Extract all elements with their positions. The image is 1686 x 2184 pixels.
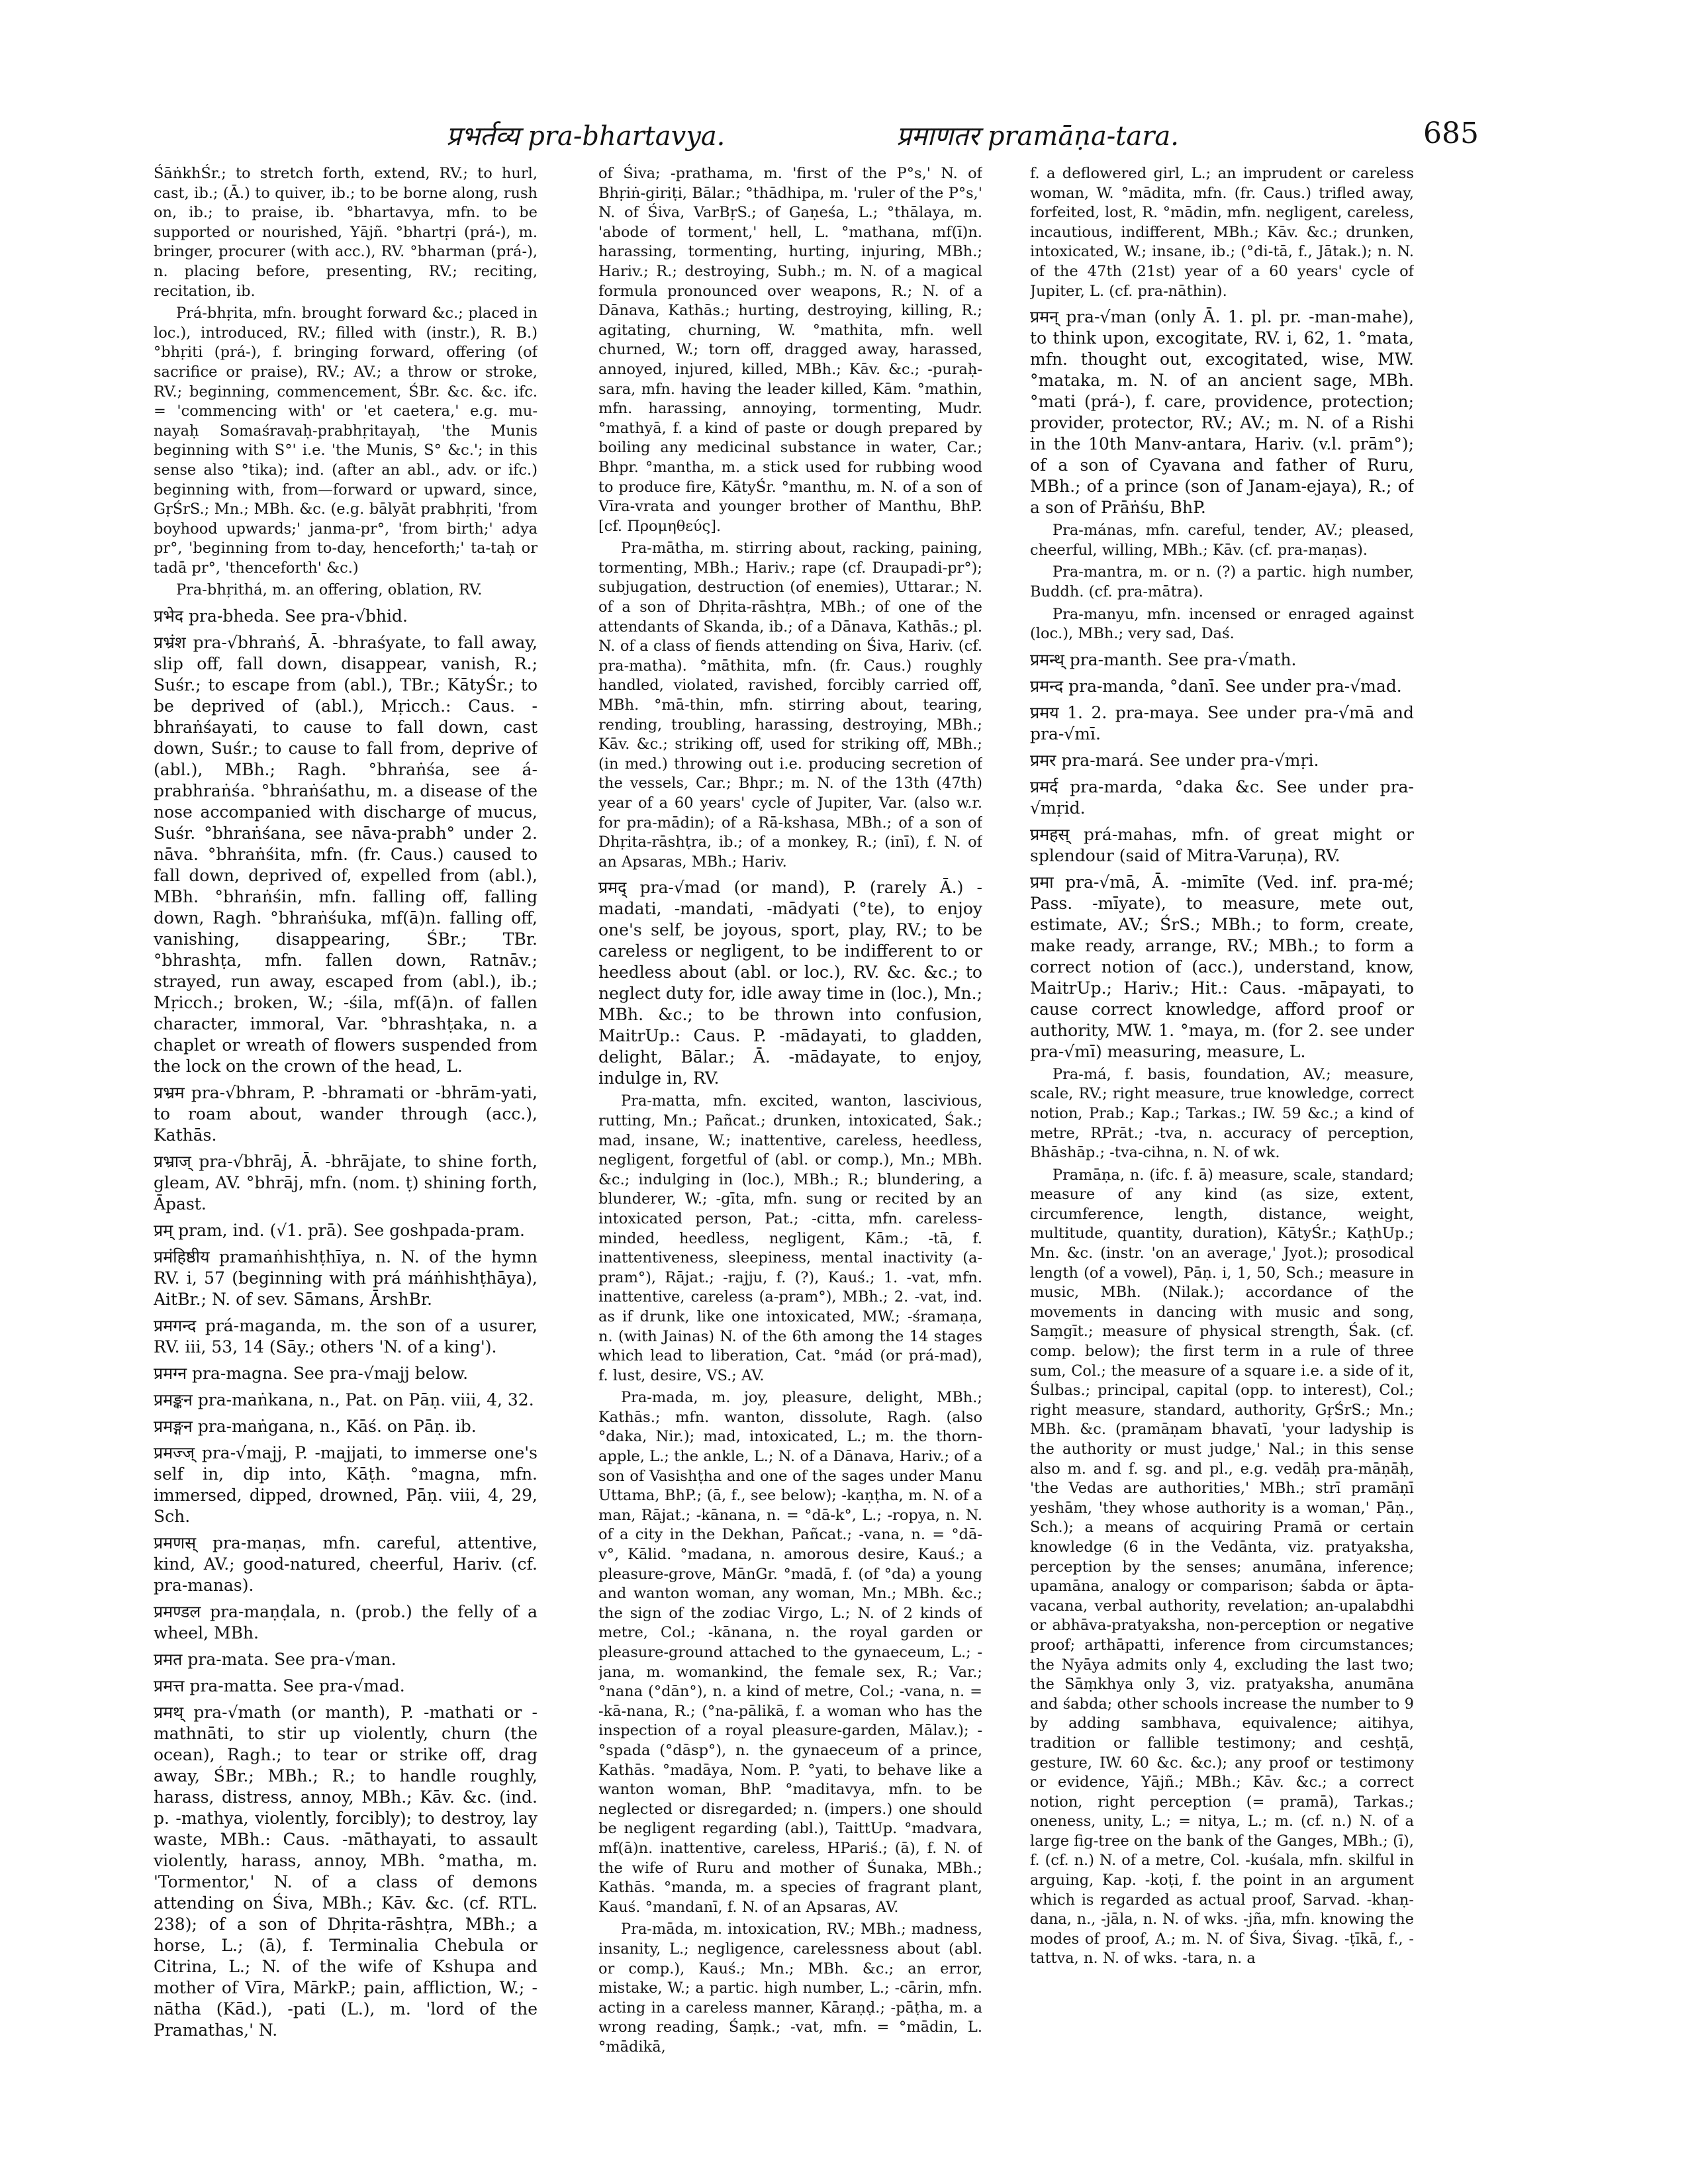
dictionary-entry: प्रमण्डल pra-maṇḍala, n. (prob.) the felly of a wheel, MBh.	[154, 1602, 538, 1643]
dictionary-entry: प्रमन् pra-√man (only Ā. 1. pl. pr. -man-mahe), to think upon, excogitate, RV. i, 62, 1. °mata, mfn. thought out, excogitated, wise, MW. °mataka, m. N. of an ancient sage, MBh. °mati (prá-), f. care, providence, protection; provider, protector, RV.; AV.; m. N. of a Rishi in the 10th Manv-antara, Hariv. (v.l. prām°); of a son of Cyavana and father of Ruru, MBh.; of a prince (son of Janam-ejaya), R.; of a son of Prāṅśu, BhP.	[1030, 307, 1414, 518]
dictionary-entry: Pra-bhṛithá, m. an offering, oblation, RV.	[176, 581, 483, 599]
dictionary-entry: प्रमर्द pra-marda, °daka &c. See under pra-√mṛid.	[1030, 777, 1414, 818]
column-3	[1030, 164, 1414, 2163]
dictionary-entry: प्रमङ्गन pra-maṅgana, n., Kāś. on Pāṇ. ib.	[154, 1417, 477, 1437]
dictionary-entry: Pra-mánas, mfn. careful, tender, AV.; pleased, cheerful, willing, MBh.; Kāv. (cf. pra-maṇas).	[1030, 522, 1414, 559]
dictionary-entry: प्रमत pra-mata. See pra-√man.	[154, 1650, 397, 1670]
dictionary-entry: प्रमन्थ् pra-manth. See pra-√math.	[1030, 649, 1297, 669]
dictionary-entry: f. a deflowered girl, L.; an imprudent or careless woman, W. °mādita, mfn. (fr. Caus.) trifled away, forfeited, lost, R. °mādin, mfn. negligent, careless, incautious, indifferent, MBh.; Kāv. &c.; drunken, intoxicated, W.; insane, ib.; (°di-tā, f., Jātak.); n. N. of the 47th (21st) year of a 60 years' cycle of Jupiter, L. (cf. pra-nāthin).	[1030, 165, 1414, 300]
column-1	[154, 164, 538, 2163]
dictionary-entry: प्रमंहिष्ठीय pramaṅhishṭhīya, n. N. of the hymn RV. i, 57 (beginning with prá máṅhishṭhāya), AitBr.; N. of sev. Sāmans, ĀrshBr.	[154, 1247, 538, 1309]
dictionary-entry: प्रमथ् pra-√math (or manth), P. -mathati or -mathnāti, to stir up violently, churn (the ocean), Ragh.; to tear or strike off, drag away, ŚBr.; MBh.; R.; to handle roughly, harass, distress, annoy, MBh.; Kāv. &c. (ind. p. -mathya, violently, forcibly); to destroy, lay waste, MBh.: Caus. -māthayati, to assault violently, harass, annoy, MBh. °matha, m. 'Tormentor,' N. of a class of demons attending on Śiva, MBh.; Kāv. &c. (cf. RTL. 238); of a son of Dhṛita-rāshṭra, MBh.; a horse, L.; (ā), f. Terminalia Chebula or Citrina, L.; N. of the wife of Kshupa and mother of Vīra, MārkP.; pain, affliction, W.; -nātha (Kād.), -pati (L.), m. 'lord of the Pramathas,' N.	[154, 1703, 538, 2040]
page-header	[148, 117, 1485, 163]
dictionary-entry: प्रम् pram, ind. (√1. prā). See goshpada-pram.	[154, 1221, 525, 1241]
dictionary-entry: Pra-manyu, mfn. incensed or enraged against (loc.), MBh.; very sad, Daś.	[1030, 605, 1414, 643]
dictionary-entry: प्रभ्रम pra-√bhram, P. -bhramati or -bhrām-yati, to roam about, wander through (acc.), Kathās.	[154, 1083, 538, 1145]
page-number: 685	[1423, 117, 1479, 150]
dictionary-entry: प्रमगन्द prá-maganda, m. the son of a usurer, RV. iii, 53, 14 (Sāy.; others 'N. of a king').	[154, 1316, 538, 1357]
dictionary-entry: प्रमज्ज् pra-√majj, P. -majjati, to immerse one's self in, dip into, Kāṭh. °magna, mfn. immersed, dipped, drowned, Pāṇ. viii, 4, 29, Sch.	[154, 1443, 538, 1527]
dictionary-entry: Pra-má, f. basis, foundation, AV.; measure, scale, RV.; right measure, true knowledge, correct notion, Prab.; Kap.; Tarkas.; IW. 59 &c.; a kind of metre, RPrāt.; -tva, n. accuracy of perception, Bhāshāp.; -tva-cihna, n. N. of wk.	[1030, 1065, 1414, 1162]
dictionary-entry: प्रमन्द pra-manda, °danī. See under pra-√mad.	[1030, 676, 1402, 696]
dictionary-entry: प्रमहस् prá-mahas, mfn. of great might or splendour (said of Mitra-Varuṇa), RV.	[1030, 824, 1414, 865]
dictionary-entry: प्रभ्राज् pra-√bhrāj, Ā. -bhrājate, to shine forth, gleam, AV. °bhrāj, mfn. (nom. ṭ) shining forth, Āpast.	[154, 1152, 538, 1214]
dictionary-entry: Pra-mantra, m. or n. (?) a partic. high number, Buddh. (cf. pra-mātra).	[1030, 563, 1414, 600]
dictionary-entry: Prá-bhṛita, mfn. brought forward &c.; placed in loc.), introduced, RV.; filled with (instr.), R. B.) °bhṛiti (prá-), f. bringing forward, offering (of sacrifice or praise), RV.; AV.; a throw or stroke, RV.; beginning, commencement, ŚBr. &c. &c. ifc. = 'commencing with' or 'et caetera,' e.g. mu-nayaḥ Somaśravaḥ-prabhṛitayaḥ, 'the Munis beginning with S°' i.e. 'the Munis, S° &c.'; in this sense also °tika); ind. (after an abl., adv. or ifc.) beginning with, from—forward or upward, since, GṛŚrS.; Mn.; MBh. &c. (e.g. bālyāt prabhṛiti, 'from boyhood upwards;' janma-pr°, 'from birth;' adya pr°, 'beginning from to-day, henceforth;' ta-taḥ or tadā pr°, 'thenceforth' &c.)	[154, 305, 538, 577]
dictionary-entry: प्रमत्त pra-matta. See pra-√mad.	[154, 1676, 405, 1696]
dictionary-entry: Pramāṇa, n. (ifc. f. ā) measure, scale, standard; measure of any kind (as size, extent, circumference, length, distance, weight, multitude, quantity, duration), KātyŚr.; KaṭhUp.; Mn. &c. (instr. 'on an average,' Jyot.); prosodical length (of a vowel), Pāṇ. i, 1, 50, Sch.; measure in music, MBh. (Nilak.); accordance of the movements in dancing with music and song, Saṃgīt.; measure of physical strength, Śak. (cf. comp. below); the first term in a rule of three sum, Col.; the measure of a square i.e. a side of it, Śulbas.; principal, capital (opp. to interest), Col.; right measure, standard, authority, GṛŚrS.; Mn.; MBh. &c. (pramāṇam bhavatī, 'your ladyship is the authority or must judge,' Nal.; in this sense also m. and f. sg. and pl., e.g. vedāḥ pra-māṇāḥ, 'the Vedas are authorities,' MBh.; strī pramāṇī yeshām, 'they whose authority is a woman,' Pāṇ., Sch.); a means of acquiring Pramā or certain knowledge (6 in the Vedānta, viz. pratyaksha, perception by the senses; anumāna, inference; upamāna, analogy or comparison; śabda or āpta-vacana, verbal authority, revelation; an-upalabdhi or abhāva-pratyaksha, non-perception or negative proof; arthāpatti, inference from circumstances; the Nyāya admits only 4, excluding the last two; the Sāṃkhya only 3, viz. pratyaksha, anumāna and śabda; other schools increase the number to 9 by adding sambhava, equivalence; aitihya, tradition or fallible testimony; and ceshṭā, gesture, IW. 60 &c. &c.); any proof or testimony or evidence, Yājñ.; MBh.; Kāv. &c.; a correct notion, right perception (= pramā), Tarkas.; oneness, unity, L.; = nitya, L.; m. (cf. n.) N. of a large fig-tree on the bank of the Ganges, MBh.; (ī), f. (cf. n.) N. of a metre, Col. -kuśala, mfn. skilful in arguing, Kap. -koṭi, f. the point in an argument which is regarded as actual proof, Sarvad. -khaṇ-dana, n., -jāla, n. N. of wks. -jña, mfn. knowing the modes of proof, A.; m. N. of Śiva, Śivag. -ṭīkā, f., -tattva, n. N. of wks. -tara, n. a	[1030, 1166, 1414, 1968]
dictionary-entry: Pra-mada, m. joy, pleasure, delight, MBh.; Kathās.; mfn. wanton, dissolute, Ragh. (also °daka, Nir.); mad, intoxicated, L.; m. the thorn-apple, L.; the ankle, L.; N. of a Dānava, Hariv.; of a son of Vasishṭha and one of the sages under Manu Uttama, BhP.; (ā, f., see below); -kaṇṭha, m. N. of a man, Rājat.; -kānana, n. = °dā-k°, L.; -ropya, n. N. of a city in the Dekhan, Pañcat.; -vana, n. = °dā-v°, Kālid. °madana, n. amorous desire, Kauś.; a pleasure-grove, MānGr. °madā, f. (of °da) a young and wanton woman, any woman, Mn.; MBh. &c.; the sign of the zodiac Virgo, L.; N. of 2 kinds of metre, Col.; -kānana, n. the royal garden or pleasure-ground attached to the gynaeceum, L.; -jana, m. womankind, the female sex, R.; Var.; °nana (°dān°), n. a kind of metre, Col.; -vana, n. = -kā-nana, R.; (°na-pālikā, f. a woman who has the inspection of a royal pleasure-garden, Mālav.); -°spada (°dāsp°), n. the gynaeceum of a prince, Kathās. °madāya, Nom. P. °yati, to behave like a wanton woman, BhP. °maditavya, mfn. to be neglected or disregarded; n. (impers.) one should be negligent regarding (abl.), TaittUp. °madvara, mf(ā)n. inattentive, careless, HPariś.; (ā), f. N. of the wife of Ruru and mother of Śunaka, MBh.; Kathās. °manda, m. a species of fragrant plant, Kauś. °mandanī, f. N. of an Apsaras, AV.	[598, 1389, 982, 1916]
dictionary-entry: Pra-matta, mfn. excited, wanton, lascivious, rutting, Mn.; Pañcat.; drunken, intoxicated, Śak.; mad, insane, W.; inattentive, careless, heedless, negligent, forgetful of (abl. or comp.), Mn.; MBh. &c.; indulging in (loc.), MBh.; R.; blundering, a blunderer, W.; -gīta, mfn. sung or recited by an intoxicated person, Pat.; -citta, mfn. careless-minded, heedless, negligent, Kām.; -tā, f. inattentiveness, sleepiness, mental inactivity (a-pram°), Rājat.; -rajju, f. (?), Kauś.; 1. -vat, mfn. inattentive, careless (a-pram°), MBh.; 2. -vat, ind. as if drunk, like one intoxicated, MW.; -śramaṇa, n. (with Jainas) N. of the 6th among the 14 stages which lead to liberation, Cat. °mád (or prá-mad), f. lust, desire, VS.; AV.	[598, 1092, 982, 1384]
dictionary-entry: प्रमङ्कन pra-maṅkana, n., Pat. on Pāṇ. viii, 4, 32.	[154, 1390, 534, 1410]
dictionary-entry: प्रभ्रंश pra-√bhraṅś, Ā. -bhraśyate, to fall away, slip off, fall down, disappear, vanish, R.; Suśr.; to escape from (abl.), TBr.; KātyŚr.; to be deprived of (abl.), Mṛicch.: Caus. -bhraṅśayati, to cause to fall down, cast down, Suśr.; to cause to fall from, deprive of (abl.), MBh.; Ragh. °bhraṅśa, see á-prabhraṅśa. °bhraṅśathu, m. a disease of the nose accompanied with discharge of mucus, Suśr. °bhraṅśana, see nāva-prabh° under 2. nāva. °bhraṅśita, mfn. (fr. Caus.) caused to fall down, deprived of, expelled from (abl.), MBh. °bhraṅśin, mfn. falling off, falling down, Ragh. °bhraṅśuka, mf(ā)n. falling off, vanishing, disappearing, ŚBr.; TBr. °bhrashṭa, mfn. fallen down, Ratnāv.; strayed, run away, escaped from (abl.), ib.; Mṛicch.; broken, W.; -śila, mf(ā)n. of fallen character, immoral, Var. °bhrashṭaka, n. a chaplet or wreath of flowers suspended from the lock on the crown of the head, L.	[154, 633, 538, 1076]
dictionary-entry: Pra-mātha, m. stirring about, racking, paining, tormenting, MBh.; Hariv.; rape (cf. Draupadi-pr°); subjugation, destruction (of enemies), Uttarar.; N. of a son of Dhṛita-rāshṭra, MBh.; of one of the attendants of Skanda, ib.; of a Dānava, Kathās.; pl. N. of a class of fiends attending on Śiva, Hariv. (cf. pra-matha). °māthita, mfn. (fr. Caus.) roughly handled, violated, ravished, forcibly carried off, MBh. °mā-thin, mfn. stirring about, tearing, rending, troubling, harassing, destroying, MBh.; Kāv. &c.; striking off, used for striking off, MBh.; (in med.) throwing out i.e. producing secretion of the vessels, Car.; Bhpr.; m. N. of the 13th (47th) year of a 60 years' cycle of Jupiter, Var. (also w.r. for pra-mādin); of a Rā-kshasa, MBh.; of a son of Dhṛita-rāshṭra, ib.; of a monkey, R.; (inī), f. N. of an Apsaras, MBh.; Hariv.	[598, 540, 982, 871]
dictionary-entry: प्रभेद pra-bheda. See pra-√bhid.	[154, 606, 408, 626]
running-head-right: प्रमाणतर pramāṇa-tara.	[896, 121, 1179, 152]
running-head-left: प्रभर्तव्य pra-bhartavya.	[446, 121, 726, 152]
dictionary-entry: प्रमणस् pra-maṇas, mfn. careful, attentive, kind, AV.; good-natured, cheerful, Hariv. (cf. pra-manas).	[154, 1533, 538, 1595]
dictionary-entry: प्रमय 1. 2. pra-maya. See under pra-√mā and pra-√mī.	[1030, 702, 1414, 743]
dictionary-entry: ŚāṅkhŚr.; to stretch forth, extend, RV.; to hurl, cast, ib.; (Ā.) to quiver, ib.; to be borne along, rush on, ib.; to praise, ib. °bhartavya, mfn. to be supported or nourished, Yājñ. °bhartṛi (prá-), m. bringer, procurer (with acc.), RV. °bharman (prá-), n. placing before, presenting, RV.; reciting, recitation, ib.	[154, 165, 538, 300]
dictionary-entry: Pra-māda, m. intoxication, RV.; MBh.; madness, insanity, L.; negligence, carelessness about (abl. or comp.), Kauś.; Mn.; MBh. &c.; an error, mistake, W.; a partic. high number, L.; -cārin, mfn. acting in a careless manner, Kāraṇḍ.; -pāṭha, m. a wrong reading, Śaṃk.; -vat, mfn. = °mādin, L. °mādikā,	[598, 1921, 982, 2056]
dictionary-entry: of Śiva; -prathama, m. 'first of the P°s,' N. of Bhṛiṅ-giriṭi, Bālar.; °thādhipa, m. 'ruler of the P°s,' N. of Śiva, VarBṛS.; of Gaṇeśa, L.; °thālaya, m. 'abode of torment,' hell, L. °mathana, mf(ī)n. harassing, tormenting, hurting, injuring, MBh.; Hariv.; R.; destroying, Subh.; m. N. of a magical formula pronounced over weapons, R.; N. of a Dānava, Kathās.; hurting, destroying, killing, R.; agitating, churning, W. °mathita, mfn. well churned, W.; torn off, dragged away, harassed, annoyed, injured, killed, MBh.; Kāv. &c.; -puraḥ-sara, mfn. having the leader killed, Kām. °mathin, mfn. harassing, annoying, tormenting, Mudr. °mathyā, f. a kind of paste or dough prepared by boiling any medicinal substance in water, Car.; Bhpr. °mantha, m. a stick used for rubbing wood to produce fire, KātyŚr. °manthu, m. N. of a son of Vīra-vrata and younger brother of Manthu, BhP. [cf. Προμηθεύς].	[598, 165, 982, 535]
column-2	[598, 164, 982, 2163]
dictionary-entry: प्रमा pra-√mā, Ā. -mimīte (Ved. inf. pra-mé; Pass. -mīyate), to measure, mete out, estimate, AV.; ŚrS.; MBh.; to form, create, make ready, arrange, RV.; MBh.; to form a correct notion of (acc.), understand, know, MaitrUp.; Hariv.; Hit.: Caus. -māpayati, to cause correct knowledge, afford proof or authority, MW. 1. °maya, m. (for 2. see under pra-√mī) measuring, measure, L.	[1030, 872, 1414, 1061]
dictionary-entry: प्रमग्न pra-magna. See pra-√majj below.	[154, 1364, 469, 1384]
dictionary-entry: प्रमर pra-mará. See under pra-√mṛi.	[1030, 750, 1319, 770]
dictionary-entry: प्रमद् pra-√mad (or mand), P. (rarely Ā.) -madati, -mandati, -mādyati (°te), to enjoy one's self, be joyous, sport, play, RV.; to be careless or negligent, to be indifferent to or heedless about (abl. or loc.), RV. &c. &c.; to neglect duty for, idle away time in (loc.), Mn.; MBh. &c.; to be thrown into confusion, MaitrUp.: Caus. P. -mādayati, to gladden, delight, Bālar.; Ā. -mādayate, to enjoy, indulge in, RV.	[598, 878, 982, 1088]
